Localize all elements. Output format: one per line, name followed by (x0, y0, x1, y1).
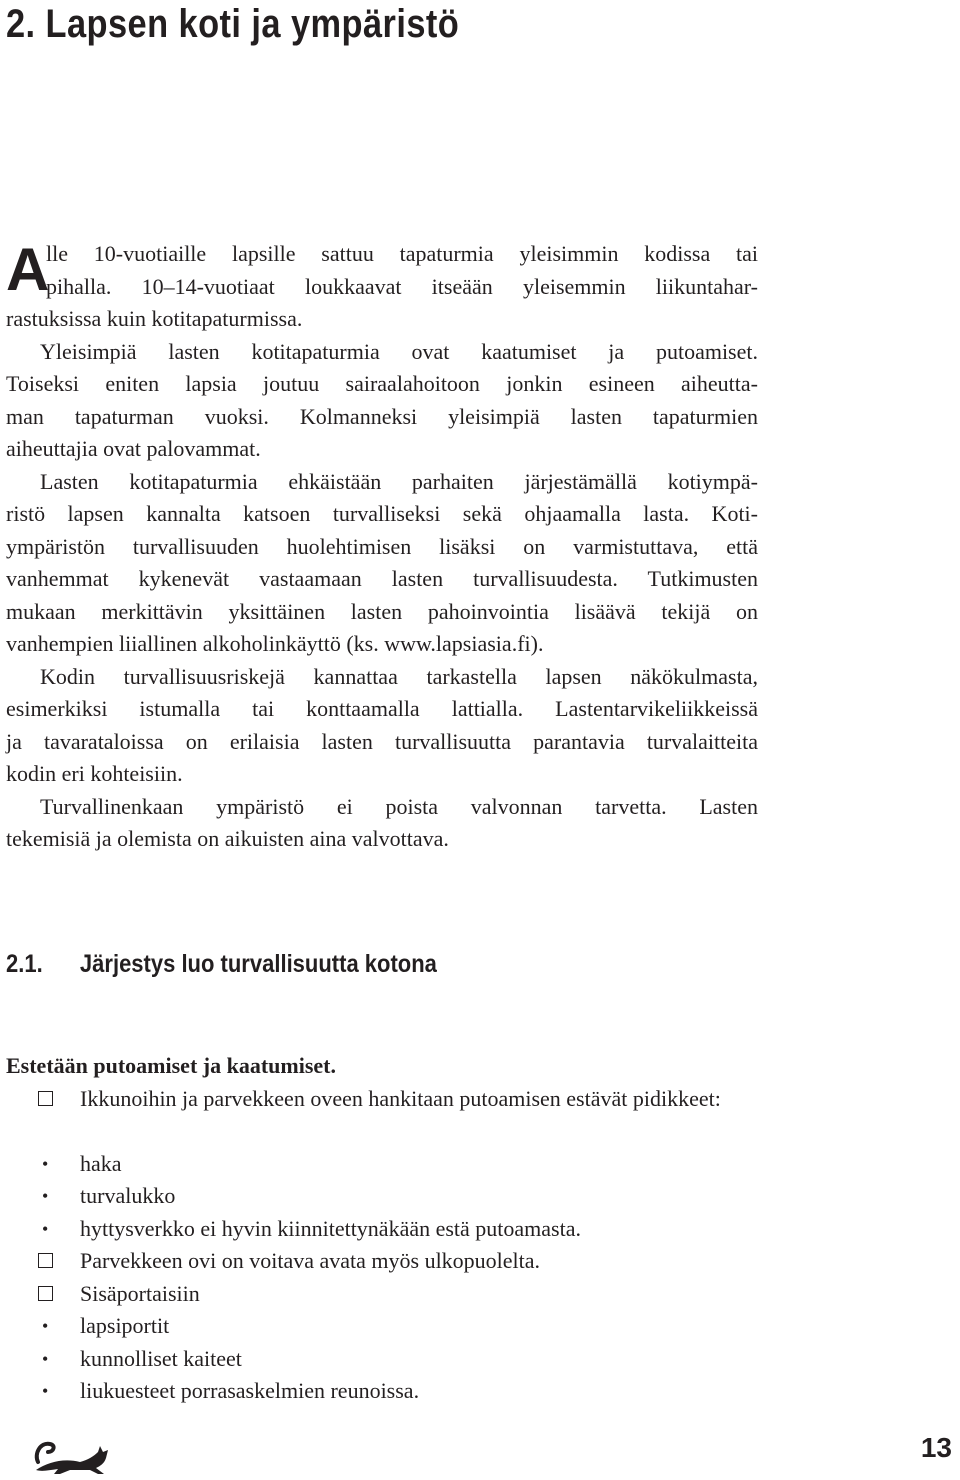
list-item (6, 1148, 806, 1181)
paragraph-risks (6, 661, 758, 791)
bullet-icon: • (42, 1348, 49, 1369)
intro-line: lle 10-vuotiaille lapsille sattuu tapaturmia yleisimmin kodissa tai (46, 241, 758, 266)
cat-logo-icon (30, 1432, 112, 1476)
list-item (6, 1375, 806, 1408)
paragraph-line: Kodin turvallisuusriskejä kannattaa tarkastella lapsen näkökulmasta, (40, 663, 758, 689)
bullet-icon: • (42, 1153, 49, 1174)
checklist-item-text: Parvekkeen ovi on voitava avata myös ulkopuolelta. (80, 1248, 541, 1273)
intro-line: pihalla. 10–14-vuotiaat loukkaavat itseään yleisemmin liikuntahar- (46, 273, 758, 299)
checklist-item (6, 1245, 806, 1278)
bullet-icon: • (42, 1218, 49, 1239)
checkbox-icon (38, 1286, 53, 1301)
list-item-text: turvalukko (80, 1183, 176, 1208)
paragraph-line: man tapaturman vuoksi. Kolmanneksi yleisimpiä lasten tapaturmien (6, 403, 758, 429)
checkbox-icon (38, 1091, 53, 1106)
section-title: Järjestys luo turvallisuutta kotona (79, 950, 437, 978)
list-item-text: lapsiportit (80, 1313, 170, 1338)
checklist-item (6, 1083, 800, 1148)
checkbox-icon (38, 1253, 53, 1268)
list-item-text: haka (80, 1150, 122, 1176)
list-item-text: kunnolliset kaiteet (80, 1345, 242, 1371)
paragraph-prevention (6, 466, 758, 661)
list-item-text: liukuesteet porrasaskelmien reunoissa. (80, 1378, 420, 1403)
paragraph-line: kodin eri kohteisiin. (6, 761, 183, 786)
paragraph-line: aiheuttajia ovat palovammat. (6, 436, 261, 461)
paragraph-accidents (6, 336, 758, 466)
list-item (6, 1310, 806, 1343)
list-item (6, 1213, 806, 1246)
section-number: 2.1. (6, 950, 43, 978)
bullet-icon: • (42, 1316, 49, 1336)
paragraph-line: ristö lapsen kannalta katsoen turvalliseksi sekä ohjaamalla lasta. Koti- (6, 501, 758, 526)
intro-line: rastuksissa kuin kotitapaturmissa. (6, 306, 303, 331)
drop-cap: A (6, 236, 50, 303)
section-heading (6, 950, 437, 979)
paragraph-line: Toiseksi eniten lapsia joutuu sairaalahoitoon jonkin esineen aiheutta- (6, 371, 758, 396)
paragraph-line: Lasten kotitapaturmia ehkäistään parhaiten järjestämällä kotiympä- (40, 468, 758, 494)
page-number: 13 (920, 1432, 952, 1463)
paragraph-line: vanhempien liiallinen alkoholinkäyttö (ks. www.lapsiasia.fi). (6, 631, 544, 656)
checklist-item-text: Ikkunoihin ja parvekkeen oveen hankitaan putoamisen estävät pidikkeet: (80, 1085, 721, 1111)
paragraph-line: esimerkiksi istumalla tai konttaamalla lattialla. Lastentarvikeliikkeissä (6, 696, 758, 721)
paragraph-line: ja tavarataloissa on erilaisia lasten turvallisuutta parantavia turvalaitteita (6, 728, 758, 754)
list-item-text: hyttysverkko ei hyvin kiinnitettynäkään estä putoamasta. (80, 1215, 581, 1241)
page-title: 2. Lapsen koti ja ympäristö (6, 2, 460, 46)
paragraph-supervision (6, 791, 758, 856)
intro-paragraph (46, 238, 758, 303)
paragraph-line: Turvallinenkaan ympäristö ei poista valvonnan tarvetta. Lasten (40, 793, 758, 819)
bullet-icon: • (42, 1186, 49, 1206)
paragraph-line: tekemisiä ja olemista on aikuisten aina valvottava. (6, 826, 449, 851)
paragraph-line: vanhemmat kykenevät vastaamaan lasten turvallisuudesta. Tutkimusten (6, 566, 758, 591)
paragraph-line: Yleisimpiä lasten kotitapaturmia ovat kaatumiset ja putoamiset. (40, 338, 758, 364)
intro-paragraph-end (6, 303, 758, 336)
checklist-item (6, 1278, 806, 1311)
list-item (6, 1343, 806, 1376)
paragraph-line: mukaan merkittävin yksittäinen lasten pahoinvointia lisäävä tekijä on (6, 598, 758, 624)
checklist (6, 1050, 806, 1408)
bullet-icon: • (42, 1381, 49, 1401)
paragraph-line: ympäristön turvallisuuden huolehtimisen lisäksi on varmistuttava, että (6, 533, 758, 559)
checklist-heading: Estetään putoamiset ja kaatumiset. (6, 1053, 336, 1078)
list-item (6, 1180, 806, 1213)
checklist-item-text: Sisäportaisiin (80, 1280, 200, 1306)
